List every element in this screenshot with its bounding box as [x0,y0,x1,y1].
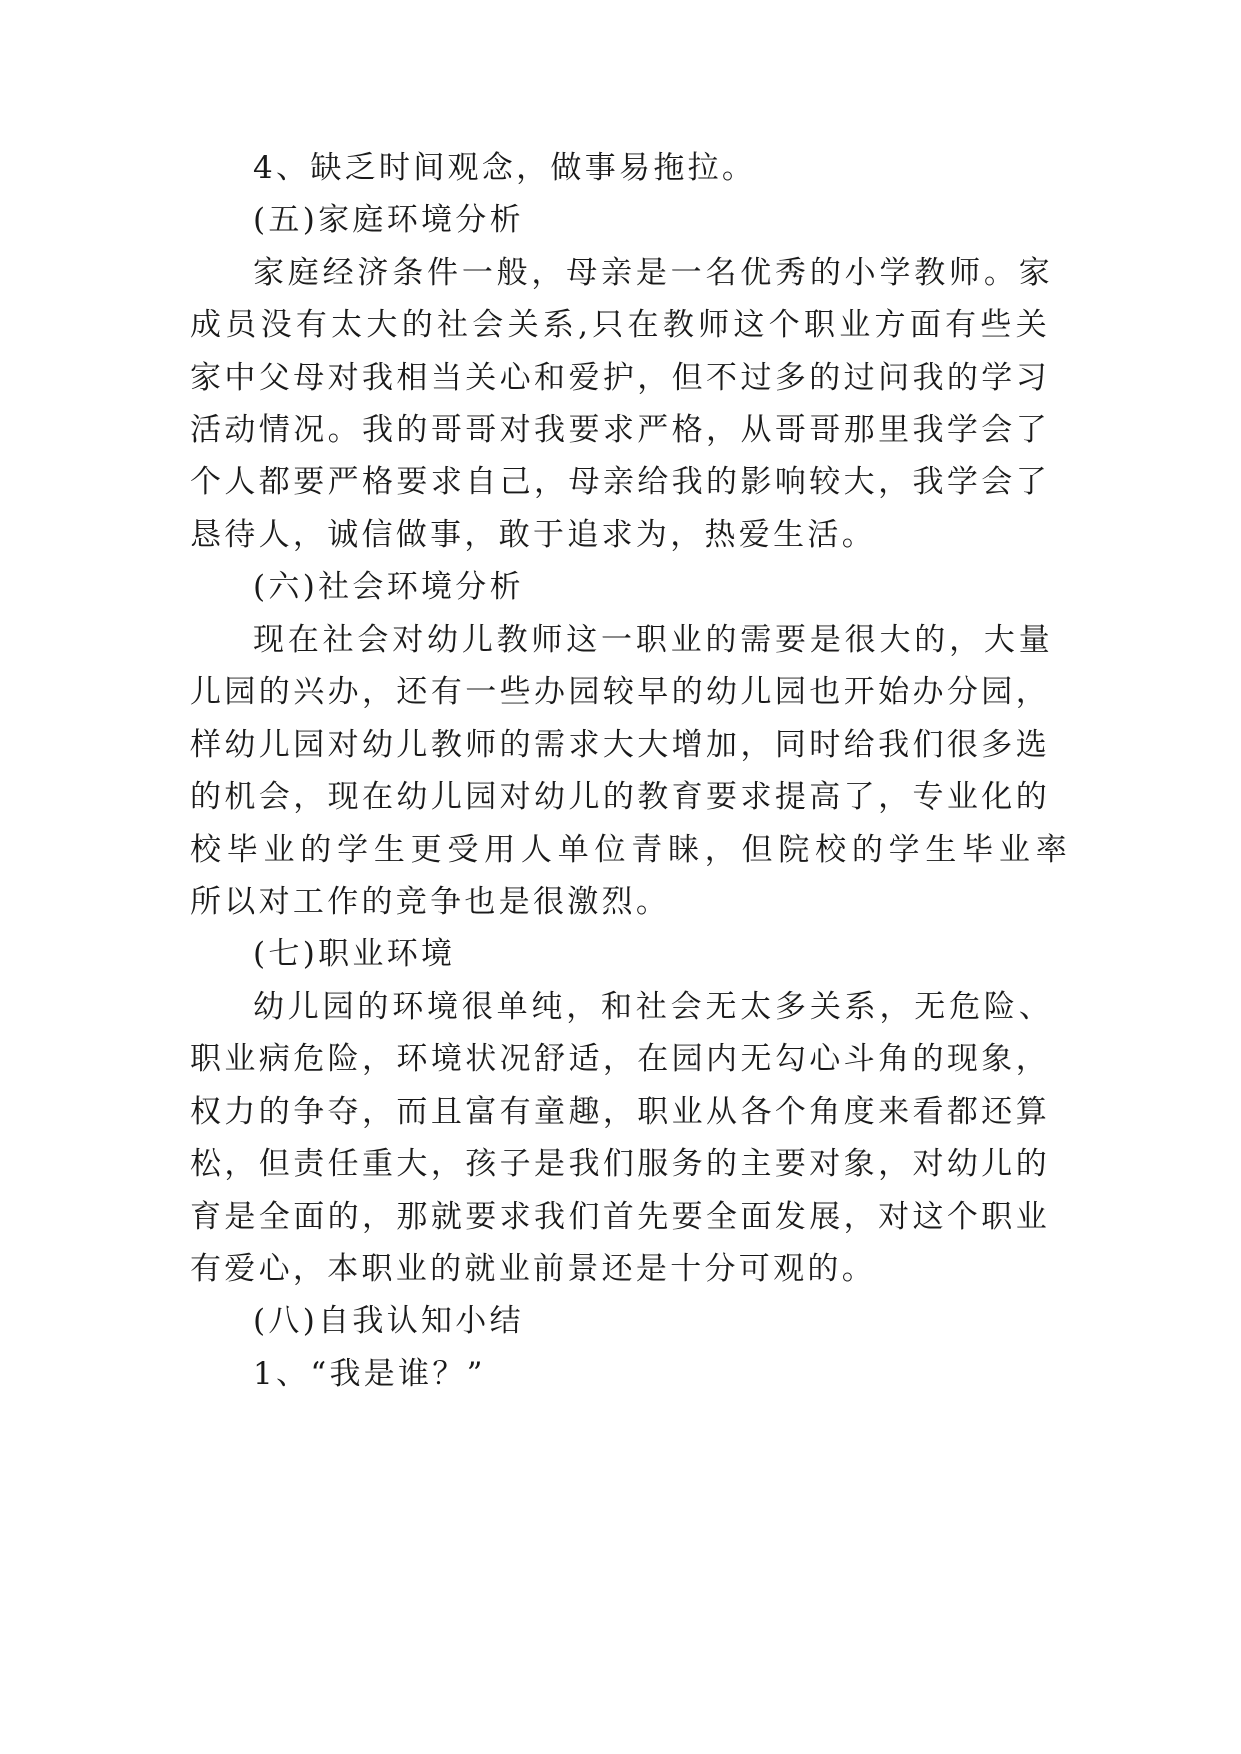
section-heading-career-environment: (七)职业环境 [253,936,456,972]
paragraph-line: 有爱心，本职业的就业前景还是十分可观的。 [190,1251,876,1287]
section-heading-social-environment: (六)社会环境分析 [253,569,524,605]
paragraph-line: 活动情况。我的哥哥对我要求严格，从哥哥那里我学会了 [190,412,1050,448]
paragraph-line: 儿园的兴办，还有一些办园较早的幼儿园也开始办分园， [190,674,1050,710]
paragraph-line: 的机会，现在幼儿园对幼儿的教育要求提高了，专业化的 [190,779,1050,815]
paragraph-line: 校毕业的学生更受用人单位青睐，但院校的学生毕业率 [190,832,1070,868]
paragraph-line: 所以对工作的竞争也是很激烈。 [190,884,671,920]
list-item-who-am-i: 1、“我是谁？” [253,1356,486,1392]
paragraph-line: 个人都要严格要求自己，母亲给我的影响较大，我学会了 [190,464,1050,500]
paragraph-line: 家庭经济条件一般，母亲是一名优秀的小学教师。家 [253,255,1053,291]
paragraph-line: 松，但责任重大，孩子是我们服务的主要对象，对幼儿的 [190,1146,1050,1182]
paragraph-line: 现在社会对幼儿教师这一职业的需要是很大的，大量 [253,622,1053,658]
paragraph-line: 家中父母对我相当关心和爱护，但不过多的过问我的学习 [190,360,1050,396]
paragraph-line: 幼儿园的环境很单纯，和社会无太多关系，无危险、 [253,989,1053,1025]
paragraph-line: 权力的争夺，而且富有童趣，职业从各个角度来看都还算 [190,1094,1050,1130]
paragraph-line: 职业病危险，环境状况舒适，在园内无勾心斗角的现象， [190,1041,1050,1077]
section-heading-self-cognition-summary: (八)自我认知小结 [253,1303,524,1339]
paragraph-line: 样幼儿园对幼儿教师的需求大大增加，同时给我们很多选 [190,727,1050,763]
list-item-time-concept: 4、缺乏时间观念，做事易拖拉。 [253,150,757,186]
paragraph-line: 成员没有太大的社会关系,只在教师这个职业方面有些关 [190,307,1050,343]
paragraph-line: 育是全面的，那就要求我们首先要全面发展，对这个职业 [190,1199,1050,1235]
section-heading-family-environment: (五)家庭环境分析 [253,202,524,238]
paragraph-line: 恳待人，诚信做事，敢于追求为，热爱生活。 [190,517,876,553]
